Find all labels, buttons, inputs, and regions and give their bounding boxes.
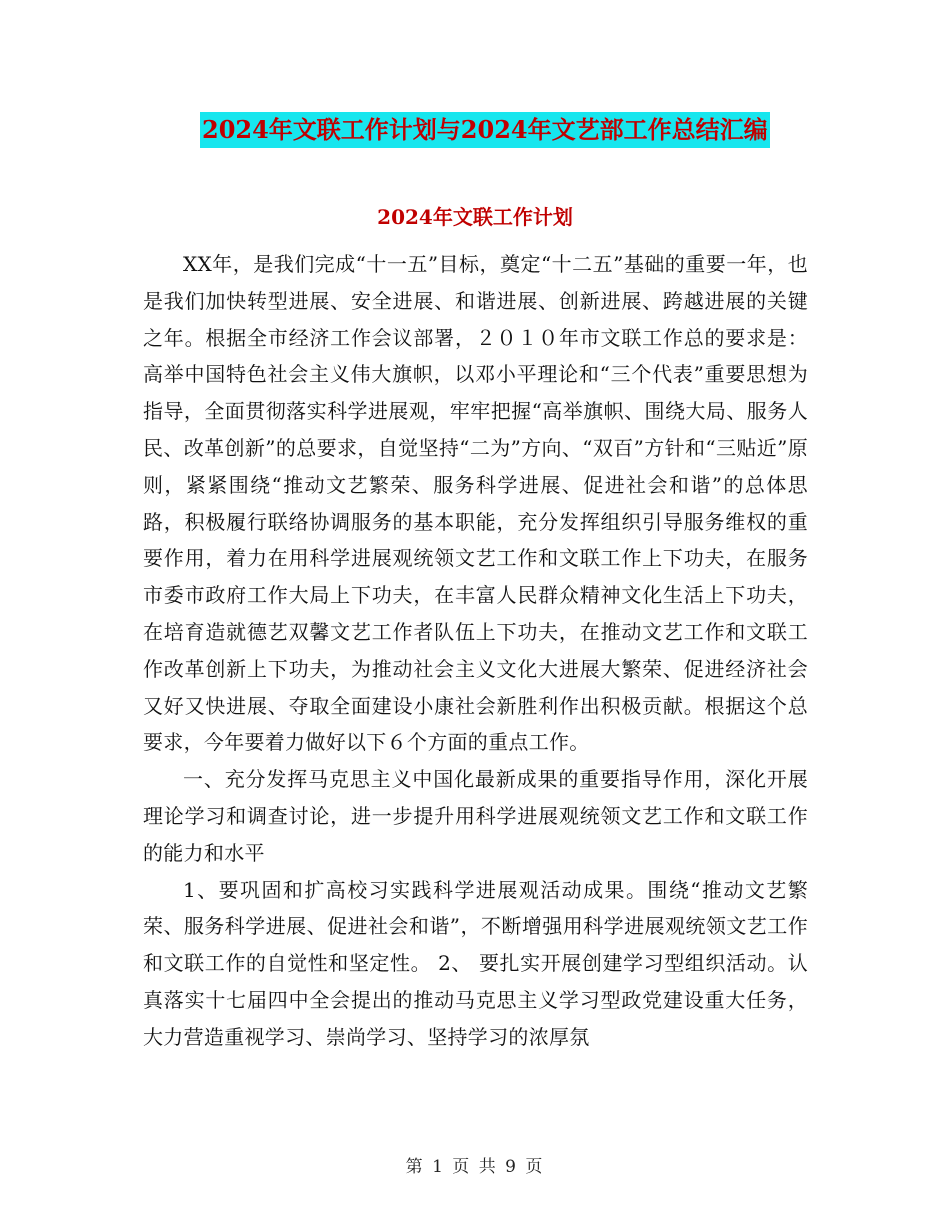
body-text xyxy=(143,246,808,1056)
paragraph-intro: XX年，是我们完成“十一五”目标，奠定“十二五”基础的重要一年，也是我们加快转型进展、安全进展、和谐进展、创新进展、跨越进展的关键之年。根据全市经济工作会议部署，２０１０年市文联工作总的要求是：高举中国特色社会主义伟大旗帜，以邓小平理论和“三个代表”重要思想为指导，全面贯彻落实科学进展观，牢牢把握“高举旗帜、围绕大局、服务人民、改革创新”的总要求，自觉坚持“二为”方向、“双百”方针和“三贴近”原则，紧紧围绕“推动文艺繁荣、服务科学进展、促进社会和谐”的总体思路，积极履行联络协调服务的基本职能，充分发挥组织引导服务维权的重要作用，着力在用科学进展观统领文艺工作和文联工作上下功夫，在服务市委市政府工作大局上下功夫，在丰富人民群众精神文化生活上下功夫，在培育造就德艺双馨文艺工作者队伍上下功夫，在推动文艺工作和文联工作改革创新上下功夫，为推动社会主义文化大进展大繁荣、促进经济社会又好又快进展、夺取全面建设小康社会新胜利作出积极贡献。根据这个总要求，今年要着力做好以下６个方面的重点工作。 xyxy=(143,252,808,755)
section-title: 2024年文联工作计划 xyxy=(377,205,573,229)
document-title: 2024年文联工作计划与2024年文艺部工作总结汇编 xyxy=(200,112,770,148)
paragraph-heading-one: 一、充分发挥马克思主义中国化最新成果的重要指导作用，深化开展理论学习和调查讨论，进一步提升用科学进展观统领文艺工作和文联工作的能力和水平 xyxy=(143,767,808,865)
paragraph-item-one: 1、要巩固和扩高校习实践科学进展观活动成果。围绕“推动文艺繁荣、服务科学进展、促进社会和谐”，不断增强用科学进展观统领文艺工作和文联工作的自觉性和坚定性。 2、 要扎实开展创建学习型组织活动。认真落实十七届四中全会提出的推动马克思主义学习型政党建设重大任务，大力营造重视学习、崇尚学习、坚持学习的浓厚氛 xyxy=(143,877,808,1049)
page-footer: 第 1 页 共 9 页 xyxy=(405,1157,545,1177)
